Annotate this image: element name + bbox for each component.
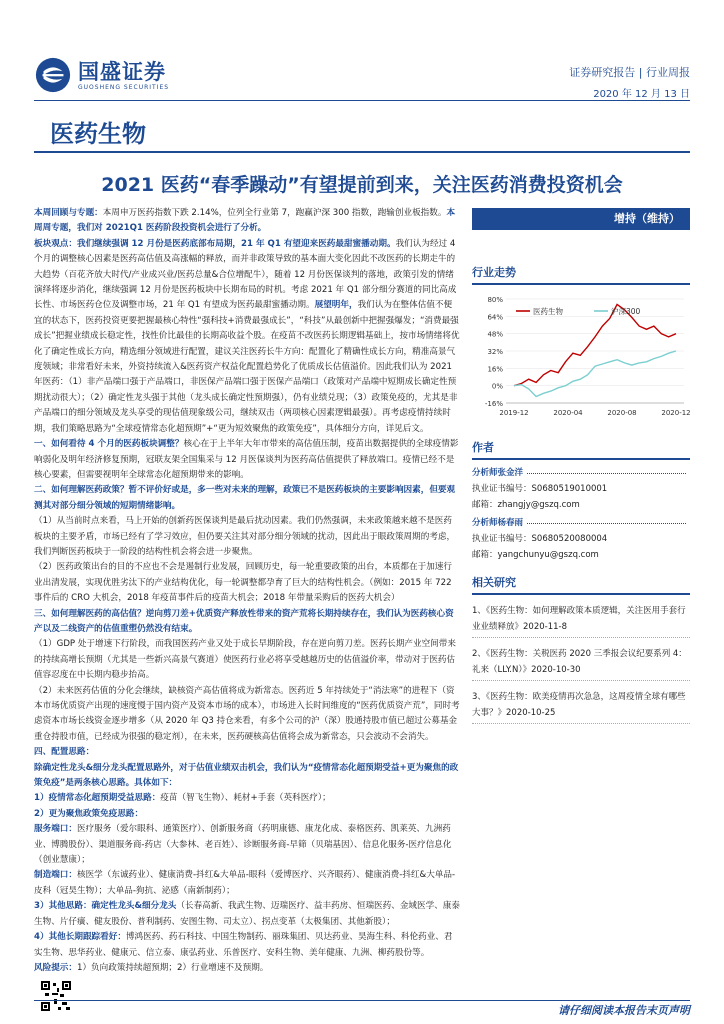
risk-warning [34, 961, 460, 976]
analyst-1 [472, 466, 690, 510]
weekly-review-text: 本周申万医药指数下跌 2.14%，位列全行业第 7，跑赢沪深 300 指数，跑输创业板指数。 [102, 208, 447, 218]
idea-2 [34, 807, 460, 822]
x-tick-label: 2019-12 [499, 409, 529, 417]
analyst-2-email[interactable]: yangchunyu@gszq.com [497, 550, 599, 560]
sector-view-key: 我们继续强调 12 月份是医药底部布局期，21 年 Q1 有望迎来医药最甜蜜播动期。 [76, 238, 396, 249]
y-tick-label: 32% [487, 348, 503, 356]
analyst-1-email-label: 邮箱： [472, 500, 498, 510]
y-tick-label: -16% [484, 400, 503, 408]
outlook-label: 展望明年， [314, 300, 358, 311]
q3 [34, 607, 460, 638]
y-tick-label: 16% [487, 365, 503, 374]
guosheng-logo-icon [34, 56, 72, 94]
q2-2 [34, 560, 460, 606]
idea-3-label: 3）其他思路：确定性龙头&细分龙头 [34, 901, 177, 912]
analyst-2-cert: S0680520080004 [531, 534, 608, 544]
risk-label: 风险提示： [34, 962, 77, 973]
idea-service-text: 医疗服务（爱尔眼科、通策医疗）、创新服务商（药明康德、康龙化成、泰格医药、凯莱英、九洲药业、博腾股份）、渠道服务商-药店（大参林、老百姓）、诊断服务商-早筛（贝瑞基因）、信息化服务-医疗信息化（创业慧康）； [34, 824, 452, 866]
trend-section-title: 行业走势 [472, 264, 690, 285]
trend-chart-svg [472, 291, 690, 421]
weekly-review [34, 206, 460, 237]
analyst-2-name: 杨春雨 [497, 518, 524, 528]
footer-divider [34, 1000, 690, 1001]
risk-text: 1）负向政策持续超预期；2）行业增速不及预期。 [76, 962, 269, 973]
trend-chart [472, 291, 690, 421]
sector-view [34, 237, 460, 437]
x-tick-label: 2020-08 [607, 409, 637, 417]
outlook-text: 我们认为在整体估值不便宜的状态下，医药投资更要把握最核心特性“强科技+消费最强成长”，“科技”从最创新中把握强爆发；“消费最强成长”把握业绩成长稳定性，找性价比最佳的长期高收益个股。在疫苗不改医药长期逻辑基础上，按市场情绪将优化了确定性成长方向，精选细分领域进行配置，建议关注医药长牛方向：配置化了精确性成长方向，精准高景气度领域；非常看好未来，外资持续流入&医药资产权益化配置趋势化了优质成长估值溢价。因此我们认为 2021 年医药：（1）非产品端口强于产品端口，非医保产品端口强于医保产品端口（政策对产品端中短期成长确定性预期扰动很大）；（2）确定性龙头强于其他（龙头成长确定性预期强），仍有业绩兑现；（3）政策免疫的，尤其是非产品端口的细分领域及龙头享受的现估值现象级公司，继续双击（两项核心因素逻辑最强）。再考虑疫情持续时期，我们策略思路为“全球疫情常态化超预期”+“更为短效聚焦的政策免疫”，具体细分方向，详见后文。 [34, 300, 460, 434]
idea-service [34, 822, 460, 868]
idea-4 [34, 930, 460, 961]
rating-badge: 增持（维持） [472, 208, 690, 230]
weekly-review-label: 本周回顾与专题： [34, 208, 103, 218]
brand-name-en: GUOSHENG SECURITIES [78, 83, 170, 91]
idea-service-label: 服务端口： [34, 824, 77, 835]
idea-manufacture-label: 制造端口： [34, 870, 77, 881]
legend-label: 沪深300 [611, 307, 641, 316]
idea-2-label: 2）更为聚焦政策免疫思路： [34, 808, 144, 819]
brand-logo [34, 56, 169, 94]
industry-title: 医药生物 [50, 120, 146, 148]
report-headline: 2021 医药“春季躁动”有望提前到来，关注医药消费投资机会 [101, 174, 623, 196]
author-section-title: 作者 [472, 439, 690, 460]
analyst-1-role: 分析师 [472, 468, 498, 478]
q4-bold: 除确定性龙头&细分龙头配置思路外，对于估值业绩双击机会，我们认为“疫情常态化超预期受益+更为聚焦的政策免疫”是两条核心思路。具体如下： [34, 762, 459, 789]
q3-head: 三、如何理解医药的高估值？逆向剪刀差+优质资产释放性带来的资产荒将长期持续存在，我们认为医药核心资产以及二线资产的估值重塑仍然没有结束。 [34, 608, 454, 634]
idea-4-text: 博鸿医药、药石科技、中国生物制药、丽珠集团、贝达药业、昊海生科、科伦药业、君实生物、思华药业、健康元、信立泰、康弘药业、乐普医疗、安科生物、美年健康、九洲、柳药股份等。 [34, 932, 453, 958]
y-tick-label: 48% [487, 330, 503, 339]
report-date: 2020 年 12 月 13 日 [593, 89, 690, 100]
legend-label: 医药生物 [533, 307, 563, 316]
weekly-review-topic: 本周周专题，我们对 2021Q1 医药阶段投资机会进行了分析。 [34, 208, 456, 234]
report-type: 证券研究报告 | 行业周报 [569, 66, 690, 79]
header-divider [34, 100, 690, 101]
x-tick-label: 2020-12 [661, 409, 690, 417]
footer-disclaimer: 请仔细阅读本报告末页声明 [558, 1004, 690, 1017]
related-research-list [472, 603, 690, 724]
related-item[interactable]: 2、《医药生物：关税医药 2020 三季报会议纪要系列 4：礼来（LLY.N）》2020-10-30 [472, 646, 690, 681]
q3-1: （1）GDP 处于增速下行阶段，而我国医药产业又处于成长早期阶段，存在逆向剪刀差。医药长期产业空间带来的持续高增长预期（尤其是一些新兴高景气赛道）使医药行业必将享受越越历史的估值溢价率，带动对于医药估值容忍度在中长期内稳步抬高。 [34, 639, 456, 681]
series-line-2 [514, 351, 676, 397]
analyst-2 [472, 516, 690, 560]
analyst-2-cert-label: 执业证书编号： [472, 534, 532, 544]
q2-1: （1）从当前时点来看，马上开始的创新药医保谈判是最后扰动因素。我们仍然强调，未来政策越来越不是医药板块的主要矛盾，市场已经有了学习效应，但仍要关注其对部分细分领域的扰动，因此出于眼政策周期的考虑，我们判断医药板块于一阶段的结构性机会将会进一步聚焦。 [34, 516, 456, 557]
q2-2-example: （例如：2015 年 722 事件后的 CRO 大机会，2018 年疫苗事件后的疫苗大机会；2018 年带量采购后的医药大机会） [34, 577, 452, 604]
q4 [34, 745, 460, 760]
q1-head: 一、如何看待 4 个月的医药板块调整？ [34, 439, 184, 450]
analyst-1-email[interactable]: zhangjy@gszq.com [497, 500, 580, 510]
x-tick-label: 2020-04 [553, 409, 583, 417]
analyst-2-role: 分析师 [472, 518, 498, 528]
sector-view-text: 我们认为经过 4 个月的调整核心因素是医药高估值及高涨幅的释放，而并非政策导致的基本面大变化因此不改医药的长期走牛的大趋势（百花齐放大时代/产业成兴业/医药总量&合位增配牛），随着 12 月份医保谈判的落地，政策引发的情绪演绎将逐步消化，继续强调 12 月份是医药板块中长期布局的时机。考虑 2021 年 Q1 部分细分赛道的同比高成长性、市场医药仓位及调整市场，21 年 Q1 有望成为医药最甜蜜播动期。 [34, 238, 457, 311]
idea-1-text: 疫苗（智飞生物）、耗材+手套（英科医疗）； [160, 793, 331, 804]
idea-1 [34, 791, 460, 806]
series-line-1 [514, 304, 676, 385]
brand-name-cn: 国盛证券 [78, 59, 166, 84]
q1 [34, 437, 460, 483]
sector-view-label: 板块观点： [34, 238, 77, 249]
related-item[interactable]: 1、《医药生物：如何理解政策本质逻辑，关注医用手套行业业绩释放》2020-11-8 [472, 603, 690, 638]
analyst-2-email-label: 邮箱： [472, 550, 498, 560]
related-section-title: 相关研究 [472, 574, 690, 595]
idea-manufacture-text: 核医学（东诚药业）、健康消费-抖红&大单品-眼科（爱博医疗、兴齐眼药）、健康消费-抖红&大单品-皮科（冠昊生物）； [34, 870, 456, 896]
q2-head: 二、如何理解医药政策？暂不评价好或是，多一些对未来的理解，政策已不是医药板块的主要影响因素，但要观测其对部分细分领域的短期情绪影响。 [34, 485, 456, 511]
analyst-1-name: 张金洋 [497, 468, 524, 478]
idea-3-text: （长春高新、我武生物、迈瑞医疗、益丰药房、恒瑞医药、金域医学、康泰生物、片仔癀、健友股份、普利制药、安图生物、司太立）、拐点变革（太极集团、其他新股）； [34, 901, 460, 927]
idea-4-label: 4）其他长期跟踪看好： [34, 932, 126, 943]
y-tick-label: 0% [491, 382, 503, 391]
q1-text: 核心在于上半年大年市带来的高估值压制，疫苗出数据提供的全球疫情影响弱化及明年经济修复预期，冠联友架全国集采与 12 月医保谈判为医药高估值提供了释放端口。疫情已经不是核心要素，但需要视明年全球常态化超预期带来的影响。 [34, 439, 459, 480]
analyst-1-cert: S0680519010001 [531, 484, 608, 494]
y-tick-label: 64% [487, 313, 503, 322]
q3-2 [34, 684, 460, 746]
section-divider [34, 151, 690, 153]
idea-1-label: 1）疫情常态化超预期受益思路： [34, 793, 161, 804]
sidebar [472, 208, 690, 724]
q3-2-text: （2）未来医药估值的分化会继续，缺核资产高估值将成为新常态。 [34, 685, 289, 696]
y-tick-label: 80% [487, 296, 503, 304]
q2 [34, 483, 460, 514]
qr-code-icon [40, 980, 72, 1012]
q2-2-text: （2）医药政策出台的目的不应也不会是遏制行业发展，回顾历史，每一轮重要政策的出台，本质都在于加速行业出清发展，实现优胜劣汰下的产业结构优化，每一轮调整都孕育了巨大的结构性机会。 [34, 562, 452, 588]
idea-manufacture-text2: 大单品-狗抗、泌感（南新制药）； [107, 885, 235, 896]
related-item[interactable]: 3、《医药生物：欧美疫情再次急急，这周疫情全球有哪些大事？》2020-10-25 [472, 689, 690, 724]
report-body [34, 206, 460, 976]
idea-manufacture [34, 868, 460, 899]
q3-2-detail: 医药近 5 年持续处于“消法寒”的进程下（资本市场优质资产出现的速度慢于国内资产及资本市场的成本），市场进入长时间维度的“医药优质资产荒”，同时考虑资本市场长线资金逐步增多（从 2020 年 Q3 持仓来看，有多个公司的沪（深）股通持股市值已超过公募基金重仓持股市值，已经成为很强的稳定剂），在未来，医药硬核高估值将会成为新常态，只会波动不会消失。 [34, 685, 460, 742]
idea-3 [34, 899, 460, 930]
q4-head: 四、配置思路： [34, 747, 95, 758]
analyst-1-cert-label: 执业证书编号： [472, 484, 532, 494]
q4-summary [34, 761, 460, 792]
